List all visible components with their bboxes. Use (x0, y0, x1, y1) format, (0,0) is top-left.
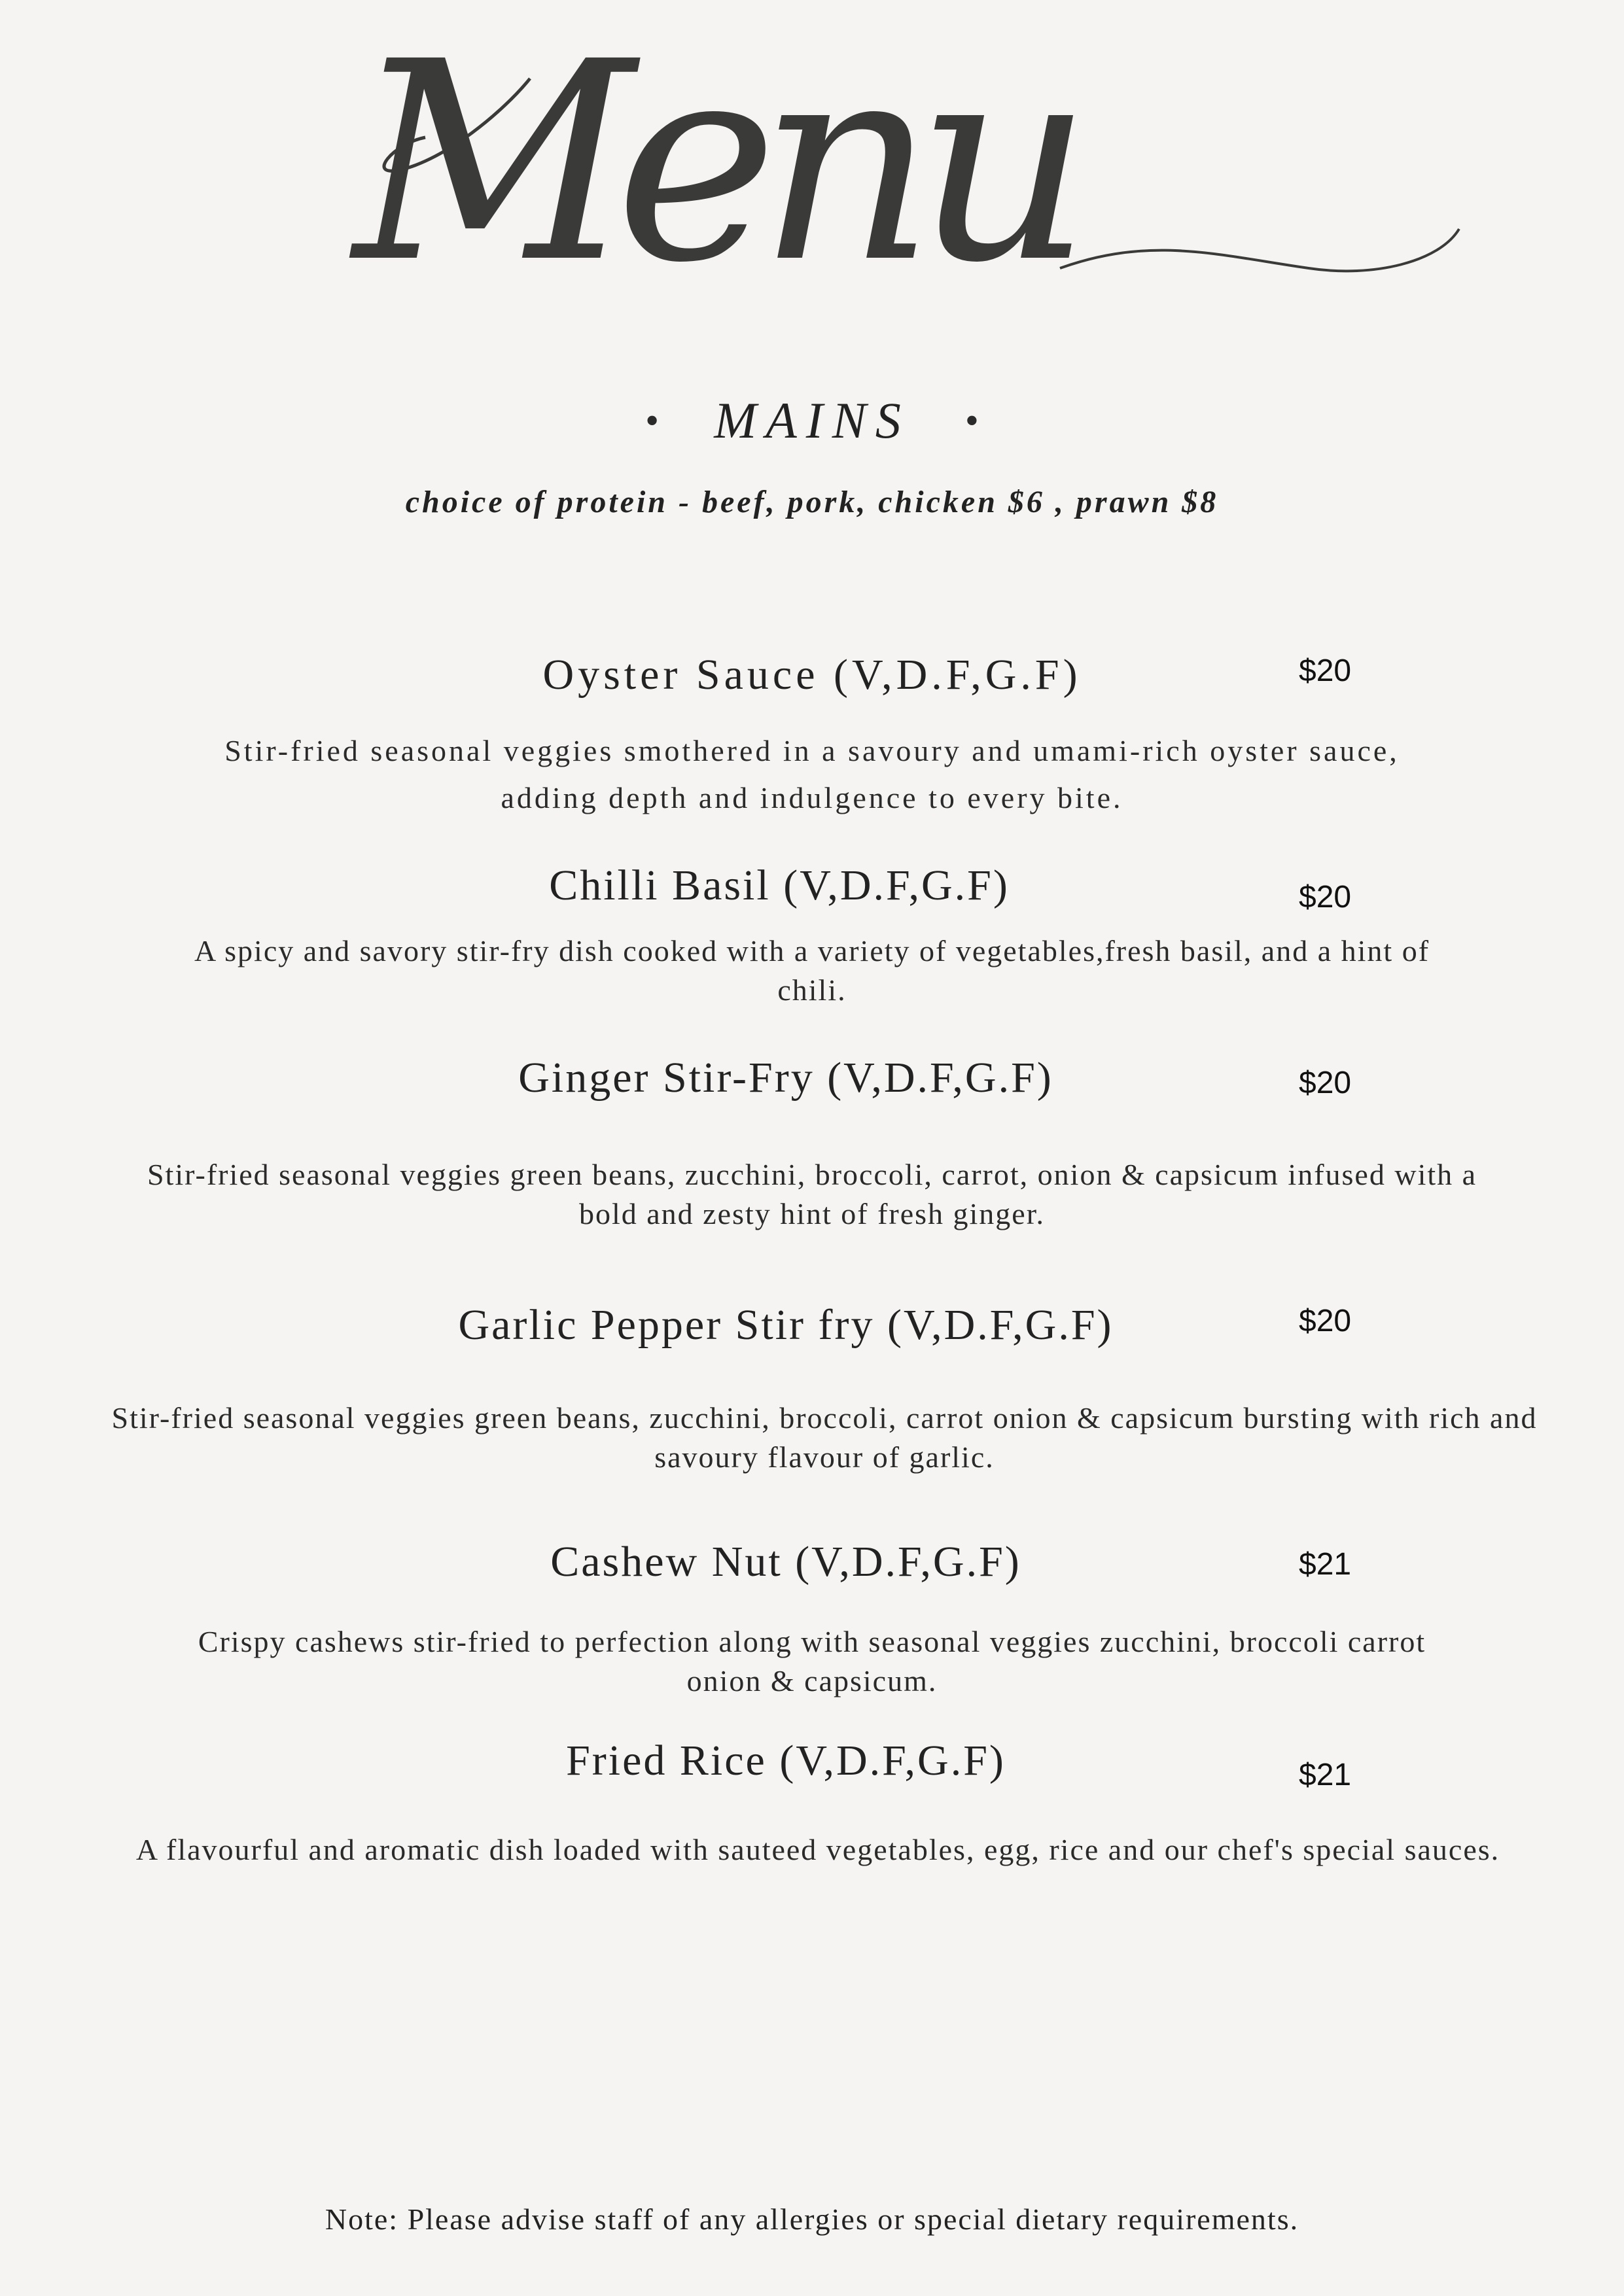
menu-item-name: Ginger Stir-Fry (V,D.F,G.F) (518, 1054, 1053, 1102)
menu-item-name: Oyster Sauce (V,D.F,G.F) (542, 651, 1082, 699)
description-line: savoury flavour of garlic. (654, 1440, 995, 1474)
description-line: Crispy cashews stir-fried to perfection along with seasonal veggies zucchini, broccoli carrot (198, 1625, 1426, 1658)
section-heading (0, 391, 1624, 450)
description-line: A spicy and savory stir-fry dish cooked with a variety of vegetables,fresh basil, and a hint of (194, 934, 1430, 967)
description-line: bold and zesty hint of fresh ginger. (578, 1197, 1046, 1230)
menu-item-price: $20 (1299, 880, 1352, 914)
description-line: onion & capsicum. (686, 1664, 938, 1697)
menu-item-price: $20 (1299, 653, 1352, 688)
description-line: Stir-fried seasonal veggies green beans, zucchini, broccoli, carrot, onion & capsicum infused with a (147, 1158, 1477, 1191)
menu-item-price: $20 (1299, 1304, 1352, 1338)
description-line: A flavourful and aromatic dish loaded with sauteed vegetables, egg, rice and our chef's special sauces. (135, 1833, 1500, 1866)
menu-item-description (65, 1622, 1559, 1701)
menu-item-description (39, 1830, 1597, 1870)
menu-item-description (65, 727, 1559, 822)
description-line: adding depth and indulgence to every bite. (501, 781, 1123, 814)
menu-item-name: Cashew Nut (V,D.F,G.F) (550, 1538, 1021, 1586)
section-title: MAINS (714, 392, 910, 449)
menu-item-price: $21 (1299, 1547, 1352, 1582)
menu-item-name: Chilli Basil (V,D.F,G.F) (549, 861, 1010, 909)
menu-title-text: Menu (353, 3, 1073, 323)
menu-item-description (65, 931, 1559, 1010)
description-line: Stir-fried seasonal veggies green beans, zucchini, broccoli, carrot onion & capsicum bursting with rich and (111, 1401, 1538, 1435)
menu-title (314, 3, 1492, 340)
menu-item-price: $20 (1299, 1066, 1352, 1100)
allergy-note: Note: Please advise staff of any allergies or special dietary requirements. (325, 2202, 1299, 2236)
menu-item-price: $21 (1299, 1758, 1352, 1792)
menu-item-name: Fried Rice (V,D.F,G.F) (566, 1737, 1006, 1784)
menu-item-description (65, 1155, 1559, 1234)
menu-item-description (52, 1399, 1597, 1477)
menu-item-name: Garlic Pepper Stir fry (V,D.F,G.F) (458, 1301, 1114, 1349)
protein-choice-subtitle: choice of protein - beef, pork, chicken $6 , prawn $8 (405, 485, 1219, 519)
description-line: Stir-fried seasonal veggies smothered in a savoury and umami-rich oyster sauce, (224, 734, 1400, 767)
bullet-left: • (645, 398, 660, 442)
description-line: chili. (777, 973, 847, 1007)
title-swash-flourish (314, 39, 1492, 340)
bullet-right: • (964, 398, 979, 442)
